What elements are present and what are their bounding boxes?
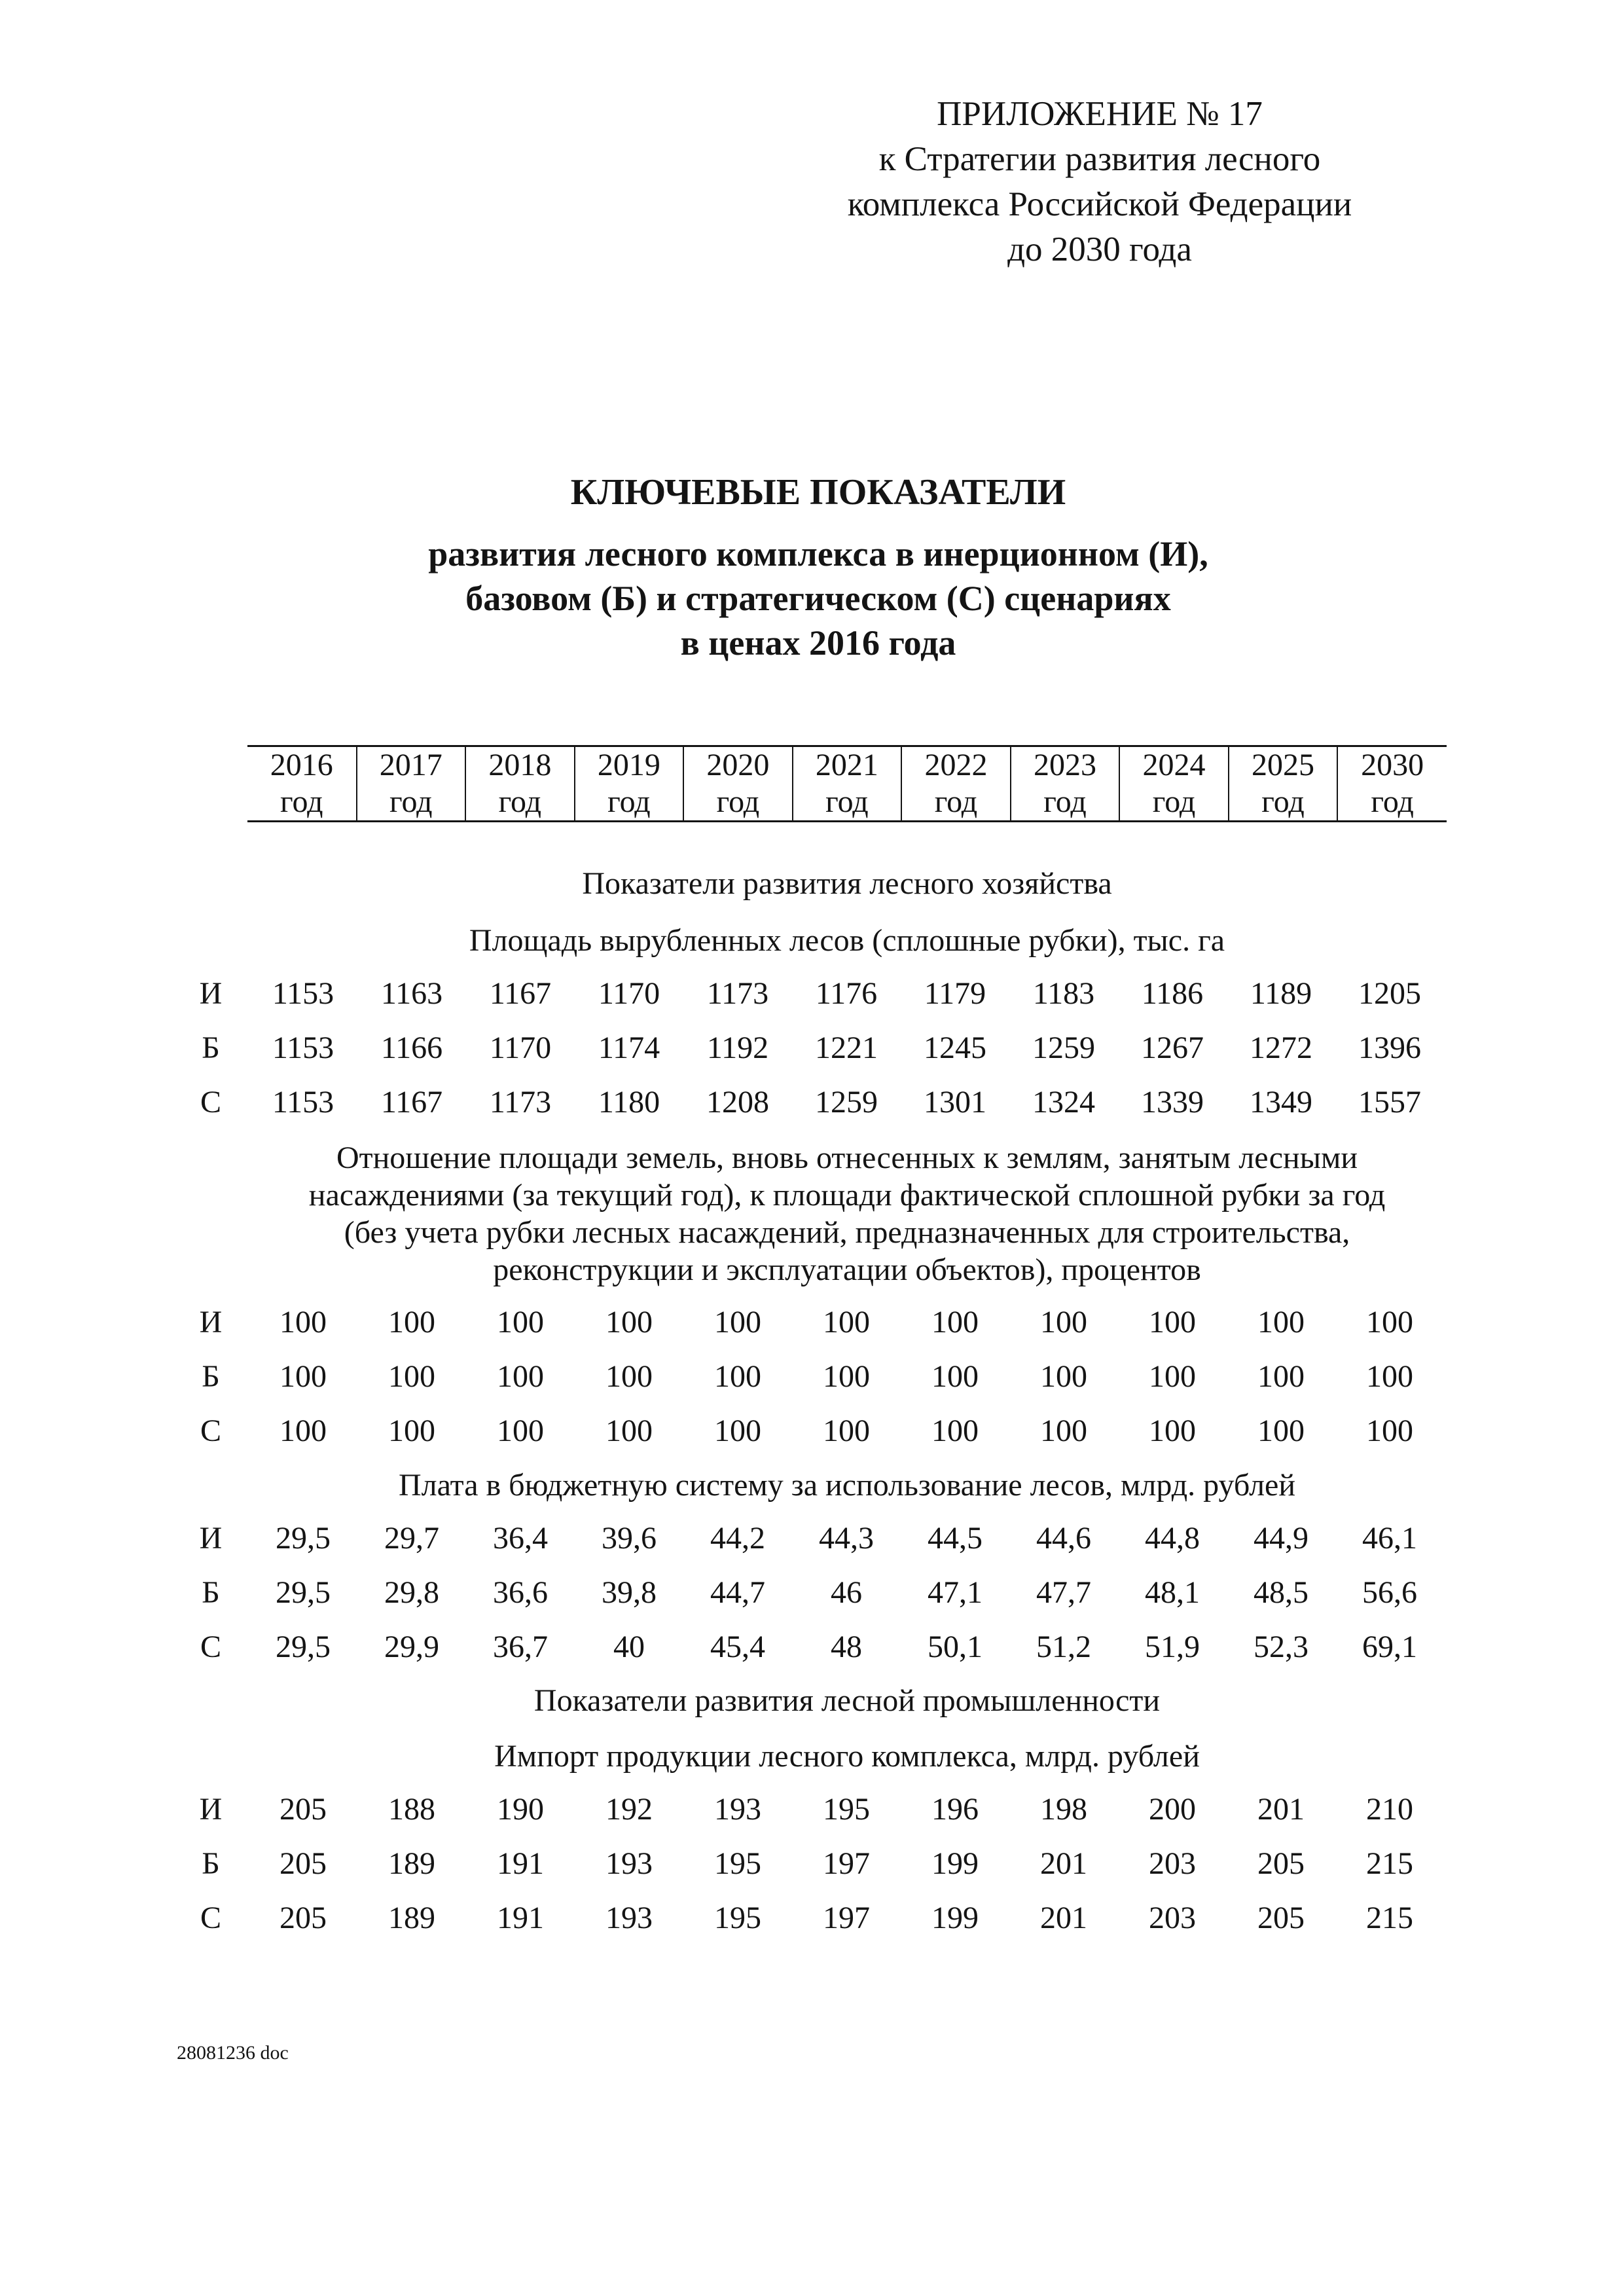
value-cell: 39,6 bbox=[602, 1521, 657, 1556]
value-cell: 198 bbox=[1040, 1792, 1087, 1827]
data-row bbox=[177, 1573, 1453, 1613]
value-cell: 1301 bbox=[924, 1085, 986, 1120]
year-unit: год bbox=[934, 784, 978, 819]
year-col-2018 bbox=[465, 746, 575, 822]
value-cell: 48 bbox=[831, 1630, 862, 1664]
scenario-label: Б bbox=[202, 1846, 220, 1881]
value-cell: 100 bbox=[497, 1305, 544, 1339]
annex-number: ПРИЛОЖЕНИЕ № 17 bbox=[937, 95, 1263, 133]
value-cell: 201 bbox=[1040, 1901, 1087, 1935]
value-cell: 193 bbox=[605, 1846, 653, 1881]
value-cell: 100 bbox=[605, 1359, 653, 1394]
value-cell: 100 bbox=[605, 1413, 653, 1448]
value-cell: 1259 bbox=[1032, 1030, 1095, 1065]
value-cell: 29,9 bbox=[384, 1630, 439, 1664]
value-cell: 36,7 bbox=[493, 1630, 548, 1664]
value-cell: 100 bbox=[1149, 1413, 1196, 1448]
value-cell: 36,6 bbox=[493, 1575, 548, 1610]
value-cell: 193 bbox=[605, 1901, 653, 1935]
year-col-2019 bbox=[575, 746, 684, 822]
data-row bbox=[177, 1303, 1453, 1342]
value-cell: 44,5 bbox=[928, 1521, 983, 1556]
value-cell: 47,1 bbox=[928, 1575, 983, 1610]
value-cell: 100 bbox=[931, 1359, 979, 1394]
data-row bbox=[177, 1899, 1453, 1938]
year-label: 2017 bbox=[379, 748, 442, 782]
year-col-2024 bbox=[1119, 746, 1229, 822]
year-label: 2022 bbox=[924, 748, 988, 782]
year-label: 2016 bbox=[270, 748, 333, 782]
value-cell: 197 bbox=[823, 1846, 870, 1881]
value-cell: 56,6 bbox=[1362, 1575, 1417, 1610]
value-cell: 100 bbox=[1257, 1305, 1305, 1339]
year-label: 2018 bbox=[488, 748, 552, 782]
year-col-2020 bbox=[683, 746, 793, 822]
scenario-label: С bbox=[200, 1901, 221, 1935]
document-subtitle bbox=[262, 532, 1375, 665]
value-cell: 215 bbox=[1366, 1846, 1413, 1881]
year-label: 2025 bbox=[1252, 748, 1315, 782]
value-cell: 1176 bbox=[815, 976, 878, 1011]
year-unit: год bbox=[498, 784, 542, 819]
year-unit: год bbox=[280, 784, 323, 819]
value-cell: 100 bbox=[1366, 1413, 1413, 1448]
year-col-2030 bbox=[1337, 746, 1447, 822]
value-cell: 1153 bbox=[272, 1085, 334, 1120]
value-cell: 1179 bbox=[924, 976, 986, 1011]
value-cell: 48,5 bbox=[1254, 1575, 1308, 1610]
scenario-label: С bbox=[200, 1413, 221, 1448]
section-heading-industry: Показатели развития лесной промышленности bbox=[533, 1683, 1161, 1718]
value-cell: 1272 bbox=[1250, 1030, 1312, 1065]
scenario-label: И bbox=[199, 1792, 223, 1827]
annex-line-2: к Стратегии развития лесного bbox=[878, 140, 1321, 178]
value-cell: 205 bbox=[280, 1792, 327, 1827]
subtitle-line-2: базовом (Б) и стратегическом (С) сценариях bbox=[465, 579, 1171, 618]
year-unit: год bbox=[716, 784, 760, 819]
value-cell: 29,7 bbox=[384, 1521, 439, 1556]
value-cell: 44,7 bbox=[710, 1575, 765, 1610]
value-cell: 1267 bbox=[1141, 1030, 1204, 1065]
value-cell: 1259 bbox=[815, 1085, 878, 1120]
value-cell: 1183 bbox=[1032, 976, 1095, 1011]
value-cell: 100 bbox=[497, 1413, 544, 1448]
document-footer-code: 28081236 doc bbox=[177, 2042, 289, 2064]
value-cell: 100 bbox=[931, 1413, 979, 1448]
value-cell: 46,1 bbox=[1362, 1521, 1417, 1556]
value-cell: 193 bbox=[714, 1792, 761, 1827]
value-cell: 100 bbox=[1040, 1413, 1087, 1448]
scenario-label: И bbox=[199, 976, 223, 1011]
value-cell: 1170 bbox=[598, 976, 660, 1011]
value-cell: 199 bbox=[931, 1846, 979, 1881]
value-cell: 44,8 bbox=[1145, 1521, 1200, 1556]
value-cell: 45,4 bbox=[710, 1630, 765, 1664]
value-cell: 100 bbox=[388, 1413, 435, 1448]
value-cell: 100 bbox=[1366, 1359, 1413, 1394]
value-cell: 1192 bbox=[706, 1030, 769, 1065]
value-cell: 1173 bbox=[706, 976, 769, 1011]
value-cell: 52,3 bbox=[1254, 1630, 1308, 1664]
scenario-label: Б bbox=[202, 1359, 220, 1394]
year-unit: год bbox=[607, 784, 651, 819]
value-cell: 1189 bbox=[1250, 976, 1312, 1011]
value-cell: 1163 bbox=[380, 976, 443, 1011]
value-cell: 215 bbox=[1366, 1901, 1413, 1935]
value-cell: 192 bbox=[605, 1792, 653, 1827]
value-cell: 199 bbox=[931, 1901, 979, 1935]
value-cell: 100 bbox=[931, 1305, 979, 1339]
value-cell: 1173 bbox=[489, 1085, 552, 1120]
value-cell: 29,5 bbox=[276, 1521, 331, 1556]
value-cell: 195 bbox=[823, 1792, 870, 1827]
year-unit: год bbox=[1043, 784, 1087, 819]
value-cell: 1557 bbox=[1358, 1085, 1421, 1120]
value-cell: 205 bbox=[280, 1846, 327, 1881]
section-heading-forestry: Показатели развития лесного хозяйства bbox=[582, 866, 1112, 901]
annex-line-4: до 2030 года bbox=[1007, 230, 1192, 268]
value-cell: 188 bbox=[388, 1792, 435, 1827]
document-title: КЛЮЧЕВЫЕ ПОКАЗАТЕЛИ bbox=[570, 472, 1066, 513]
value-cell: 1180 bbox=[598, 1085, 660, 1120]
value-cell: 48,1 bbox=[1145, 1575, 1200, 1610]
value-cell: 100 bbox=[823, 1305, 870, 1339]
value-cell: 1167 bbox=[380, 1085, 443, 1120]
indicator-heading-line: (без учета рубки лесных насаждений, предназначенных для строительства, bbox=[344, 1215, 1350, 1250]
indicator-heading-line: Импорт продукции лесного комплекса, млрд. рублей bbox=[494, 1739, 1200, 1774]
value-cell: 1208 bbox=[706, 1085, 769, 1120]
value-cell: 195 bbox=[714, 1846, 761, 1881]
year-unit: год bbox=[1152, 784, 1196, 819]
value-cell: 1186 bbox=[1141, 976, 1204, 1011]
value-cell: 1167 bbox=[489, 976, 552, 1011]
value-cell: 1349 bbox=[1250, 1085, 1312, 1120]
value-cell: 100 bbox=[1366, 1305, 1413, 1339]
year-col-2022 bbox=[901, 746, 1011, 822]
value-cell: 1153 bbox=[272, 976, 334, 1011]
value-cell: 100 bbox=[823, 1413, 870, 1448]
data-row bbox=[177, 1083, 1453, 1122]
value-cell: 201 bbox=[1040, 1846, 1087, 1881]
year-unit: год bbox=[825, 784, 869, 819]
data-row bbox=[177, 1790, 1453, 1829]
value-cell: 205 bbox=[1257, 1846, 1305, 1881]
value-cell: 203 bbox=[1149, 1846, 1196, 1881]
value-cell: 44,3 bbox=[819, 1521, 874, 1556]
value-cell: 100 bbox=[497, 1359, 544, 1394]
indicator-heading bbox=[247, 1467, 1447, 1504]
value-cell: 1339 bbox=[1141, 1085, 1204, 1120]
value-cell: 40 bbox=[613, 1630, 645, 1664]
value-cell: 100 bbox=[714, 1359, 761, 1394]
year-label: 2023 bbox=[1033, 748, 1096, 782]
scenario-label: И bbox=[199, 1305, 223, 1339]
value-cell: 100 bbox=[280, 1413, 327, 1448]
year-col-2016 bbox=[247, 746, 357, 822]
indicator-heading-line: Отношение площади земель, вновь отнесенных к землям, занятым лесными bbox=[336, 1140, 1358, 1175]
value-cell: 50,1 bbox=[928, 1630, 983, 1664]
year-col-2017 bbox=[357, 746, 466, 822]
value-cell: 44,2 bbox=[710, 1521, 765, 1556]
value-cell: 44,6 bbox=[1036, 1521, 1091, 1556]
year-col-2021 bbox=[793, 746, 902, 822]
scenario-label: И bbox=[199, 1521, 223, 1556]
value-cell: 100 bbox=[280, 1305, 327, 1339]
indicator-heading-line: насаждениями (за текущий год), к площади фактической сплошной рубки за год bbox=[308, 1178, 1386, 1212]
value-cell: 1396 bbox=[1358, 1030, 1421, 1065]
value-cell: 100 bbox=[1257, 1359, 1305, 1394]
scenario-label: С bbox=[200, 1630, 221, 1664]
data-row bbox=[177, 1844, 1453, 1884]
indicator-heading bbox=[247, 1139, 1447, 1288]
value-cell: 47,7 bbox=[1036, 1575, 1091, 1610]
value-cell: 29,8 bbox=[384, 1575, 439, 1610]
value-cell: 100 bbox=[1257, 1413, 1305, 1448]
year-col-2023 bbox=[1011, 746, 1120, 822]
value-cell: 69,1 bbox=[1362, 1630, 1417, 1664]
annex-header bbox=[785, 92, 1414, 272]
value-cell: 196 bbox=[931, 1792, 979, 1827]
indicator-heading-line: реконструкции и эксплуатации объектов), процентов bbox=[493, 1252, 1201, 1287]
value-cell: 1170 bbox=[489, 1030, 552, 1065]
value-cell: 29,5 bbox=[276, 1575, 331, 1610]
scenario-label: Б bbox=[202, 1575, 220, 1610]
scenario-label: Б bbox=[202, 1030, 220, 1065]
data-row bbox=[177, 1519, 1453, 1558]
year-col-2025 bbox=[1229, 746, 1338, 822]
years-header-table bbox=[247, 745, 1447, 822]
value-cell: 1205 bbox=[1358, 976, 1421, 1011]
value-cell: 203 bbox=[1149, 1901, 1196, 1935]
value-cell: 100 bbox=[1149, 1359, 1196, 1394]
year-unit: год bbox=[1371, 784, 1414, 819]
year-label: 2019 bbox=[597, 748, 660, 782]
data-row bbox=[177, 1029, 1453, 1068]
value-cell: 100 bbox=[605, 1305, 653, 1339]
value-cell: 1166 bbox=[380, 1030, 443, 1065]
value-cell: 51,9 bbox=[1145, 1630, 1200, 1664]
value-cell: 190 bbox=[497, 1792, 544, 1827]
value-cell: 100 bbox=[280, 1359, 327, 1394]
subtitle-line-1: развития лесного комплекса в инерционном (И), bbox=[428, 534, 1208, 574]
value-cell: 1174 bbox=[598, 1030, 660, 1065]
value-cell: 100 bbox=[1040, 1359, 1087, 1394]
year-unit: год bbox=[1261, 784, 1305, 819]
data-row bbox=[177, 1412, 1453, 1451]
value-cell: 100 bbox=[823, 1359, 870, 1394]
data-row bbox=[177, 974, 1453, 1013]
value-cell: 200 bbox=[1149, 1792, 1196, 1827]
annex-line-3: комплекса Российской Федерации bbox=[847, 185, 1352, 223]
value-cell: 29,5 bbox=[276, 1630, 331, 1664]
value-cell: 100 bbox=[714, 1413, 761, 1448]
indicator-heading-line: Плата в бюджетную систему за использование лесов, млрд. рублей bbox=[398, 1468, 1296, 1503]
value-cell: 100 bbox=[714, 1305, 761, 1339]
value-cell: 189 bbox=[388, 1901, 435, 1935]
value-cell: 1324 bbox=[1032, 1085, 1095, 1120]
value-cell: 1153 bbox=[272, 1030, 334, 1065]
value-cell: 39,8 bbox=[602, 1575, 657, 1610]
value-cell: 100 bbox=[388, 1305, 435, 1339]
year-label: 2021 bbox=[815, 748, 878, 782]
value-cell: 1221 bbox=[815, 1030, 878, 1065]
year-unit: год bbox=[389, 784, 433, 819]
value-cell: 1245 bbox=[924, 1030, 986, 1065]
value-cell: 51,2 bbox=[1036, 1630, 1091, 1664]
value-cell: 46 bbox=[831, 1575, 862, 1610]
value-cell: 189 bbox=[388, 1846, 435, 1881]
scenario-label: С bbox=[200, 1085, 221, 1120]
value-cell: 205 bbox=[1257, 1901, 1305, 1935]
value-cell: 197 bbox=[823, 1901, 870, 1935]
data-row bbox=[177, 1357, 1453, 1396]
value-cell: 100 bbox=[388, 1359, 435, 1394]
indicator-heading-line: Площадь вырубленных лесов (сплошные рубки), тыс. га bbox=[469, 923, 1225, 958]
value-cell: 100 bbox=[1149, 1305, 1196, 1339]
subtitle-line-3: в ценах 2016 года bbox=[680, 623, 956, 663]
year-label: 2024 bbox=[1142, 748, 1206, 782]
indicator-heading bbox=[247, 922, 1447, 959]
value-cell: 210 bbox=[1366, 1792, 1413, 1827]
value-cell: 100 bbox=[1040, 1305, 1087, 1339]
year-label: 2030 bbox=[1361, 748, 1424, 782]
year-label: 2020 bbox=[706, 748, 770, 782]
data-row bbox=[177, 1628, 1453, 1667]
value-cell: 205 bbox=[280, 1901, 327, 1935]
value-cell: 191 bbox=[497, 1846, 544, 1881]
value-cell: 195 bbox=[714, 1901, 761, 1935]
value-cell: 44,9 bbox=[1254, 1521, 1308, 1556]
value-cell: 201 bbox=[1257, 1792, 1305, 1827]
indicator-heading bbox=[247, 1738, 1447, 1775]
value-cell: 191 bbox=[497, 1901, 544, 1935]
years-header-row bbox=[247, 746, 1447, 822]
value-cell: 36,4 bbox=[493, 1521, 548, 1556]
